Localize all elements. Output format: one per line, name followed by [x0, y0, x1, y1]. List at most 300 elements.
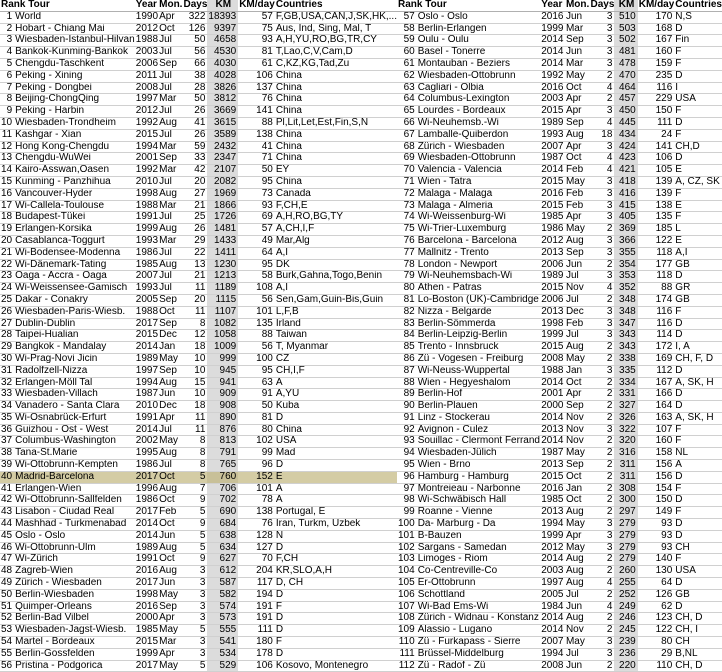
tour-cell[interactable]: Wi-Ottobrunn-Kempten: [15, 459, 118, 471]
days-cell[interactable]: 3: [606, 46, 613, 58]
year-cell[interactable]: 2015: [135, 129, 159, 140]
km-cell[interactable]: 1082: [207, 318, 238, 330]
month-cell[interactable]: Oct: [565, 152, 582, 164]
rank-cell[interactable]: 16: [1, 188, 13, 199]
rank-cell[interactable]: 92: [403, 424, 415, 435]
tour-cell[interactable]: Zürich - Wiesbaden: [15, 577, 102, 589]
days-cell[interactable]: 10: [194, 353, 206, 364]
month-cell[interactable]: Oct: [565, 377, 582, 388]
year-cell[interactable]: 1987: [541, 447, 564, 459]
km-cell[interactable]: 421: [614, 165, 637, 177]
tour-cell[interactable]: Zü - Radof - Zü: [417, 660, 486, 671]
rank-cell[interactable]: 64: [403, 93, 415, 105]
km-per-day-cell[interactable]: 191: [256, 612, 273, 624]
km-cell[interactable]: 634: [207, 542, 238, 554]
countries-cell[interactable]: Kuba: [275, 400, 300, 412]
km-cell[interactable]: 3589: [207, 129, 238, 141]
km-per-day-cell[interactable]: 235: [655, 70, 673, 81]
km-per-day-cell[interactable]: 229: [655, 93, 673, 105]
tour-cell[interactable]: Wi-Zürich: [15, 553, 58, 565]
km-cell[interactable]: 327: [614, 401, 637, 413]
km-cell[interactable]: 510: [614, 11, 637, 23]
countries-cell[interactable]: CZ: [275, 353, 290, 364]
rank-cell[interactable]: 36: [1, 424, 13, 435]
countries-cell[interactable]: D: [675, 365, 683, 376]
month-cell[interactable]: Jun: [159, 577, 176, 589]
countries-cell[interactable]: E: [275, 471, 397, 483]
month-cell[interactable]: Aug: [159, 223, 177, 235]
year-cell[interactable]: 1999: [541, 23, 564, 34]
countries-cell[interactable]: China: [275, 152, 302, 164]
days-cell[interactable]: 3: [606, 235, 613, 246]
days-cell[interactable]: 4: [606, 282, 613, 294]
rank-cell[interactable]: 32: [1, 377, 13, 388]
km-per-day-cell[interactable]: 158: [655, 447, 673, 459]
year-cell[interactable]: 1994: [541, 648, 564, 659]
table-row[interactable]: [0, 82, 397, 94]
year-cell[interactable]: 1989: [541, 117, 564, 128]
days-cell[interactable]: 11: [195, 306, 206, 317]
km-cell[interactable]: 1481: [207, 224, 238, 236]
year-cell[interactable]: 2015: [135, 329, 159, 341]
countries-cell[interactable]: USA: [675, 93, 696, 105]
year-cell[interactable]: 2000: [541, 400, 564, 412]
countries-cell[interactable]: Aus, Ind, Sing, Mal, T: [275, 23, 372, 34]
year-cell[interactable]: 1988: [135, 200, 159, 211]
countries-cell[interactable]: China: [275, 129, 302, 140]
year-cell[interactable]: 1991: [135, 211, 159, 223]
km-per-day-cell[interactable]: 93: [661, 530, 673, 541]
year-cell[interactable]: 2015: [135, 636, 159, 648]
rank-cell[interactable]: 83: [403, 318, 415, 329]
rank-cell[interactable]: 78: [403, 259, 415, 270]
year-cell[interactable]: 1993: [135, 282, 159, 294]
month-cell[interactable]: Oct: [565, 494, 582, 506]
table-row[interactable]: [397, 412, 722, 424]
days-cell[interactable]: 26: [194, 129, 206, 140]
table-row[interactable]: [0, 436, 397, 448]
km-cell[interactable]: 876: [207, 424, 238, 436]
km-cell[interactable]: 4030: [207, 58, 238, 70]
table-row[interactable]: [0, 129, 397, 141]
year-cell[interactable]: 1995: [135, 447, 159, 459]
table-row[interactable]: [0, 460, 397, 472]
km-cell[interactable]: 220: [614, 660, 637, 672]
tour-cell[interactable]: Wiesbaden-Istanbul-Hilvan: [15, 34, 135, 46]
table-row[interactable]: [0, 200, 397, 212]
month-cell[interactable]: Jul: [159, 424, 172, 435]
year-cell[interactable]: 2014: [135, 424, 159, 435]
km-cell[interactable]: 249: [614, 601, 637, 613]
days-cell[interactable]: 3: [606, 105, 613, 117]
rank-cell[interactable]: 33: [1, 388, 13, 400]
rank-cell[interactable]: 6: [6, 70, 13, 81]
days-cell[interactable]: 20: [194, 176, 206, 187]
countries-cell[interactable]: China: [275, 82, 302, 93]
month-cell[interactable]: Feb: [565, 200, 584, 211]
km-cell[interactable]: 481: [614, 47, 637, 59]
countries-cell[interactable]: B,NL: [675, 648, 698, 659]
year-cell[interactable]: 1991: [135, 412, 159, 423]
km-per-day-cell[interactable]: 149: [655, 506, 673, 518]
table-row[interactable]: [397, 589, 722, 601]
km-per-day-cell[interactable]: 166: [655, 388, 673, 400]
km-per-day-cell[interactable]: 160: [655, 435, 673, 447]
year-cell[interactable]: 2012: [135, 23, 159, 34]
days-cell[interactable]: 21: [194, 270, 206, 282]
days-cell[interactable]: 2: [606, 70, 613, 81]
rank-cell[interactable]: 44: [1, 518, 13, 530]
days-cell[interactable]: 2: [606, 353, 613, 364]
rank-cell[interactable]: 93: [403, 435, 415, 447]
km-per-day-cell[interactable]: 167: [655, 377, 673, 388]
km-cell[interactable]: 300: [614, 495, 637, 507]
countries-cell[interactable]: L: [675, 223, 681, 235]
days-cell[interactable]: 5: [182, 471, 207, 483]
rank-cell[interactable]: 105: [398, 577, 415, 589]
km-per-day-cell[interactable]: 71: [261, 152, 273, 164]
km-cell[interactable]: 1969: [207, 188, 238, 200]
rank-cell[interactable]: 104: [398, 565, 415, 577]
rank-cell[interactable]: 59: [403, 34, 415, 46]
days-cell[interactable]: 322: [188, 11, 206, 22]
tour-cell[interactable]: Columbus-Lexington: [417, 93, 510, 105]
countries-cell[interactable]: C,KZ,KG,Tad,Zu: [275, 58, 350, 69]
tour-cell[interactable]: Erlangen-Möll Tal: [15, 377, 93, 388]
countries-cell[interactable]: D: [675, 530, 683, 541]
days-cell[interactable]: 59: [194, 141, 206, 152]
countries-cell[interactable]: D: [275, 542, 284, 553]
tour-cell[interactable]: Berlin-Sömmerda: [417, 318, 496, 329]
countries-cell[interactable]: F: [675, 306, 682, 317]
km-per-day-cell[interactable]: 135: [655, 211, 673, 223]
days-cell[interactable]: 3: [606, 530, 613, 541]
tour-cell[interactable]: Schottland: [417, 589, 465, 600]
km-cell[interactable]: 582: [207, 589, 238, 601]
km-cell[interactable]: 1009: [207, 342, 238, 354]
days-cell[interactable]: 2: [606, 259, 613, 270]
rank-cell[interactable]: 47: [1, 553, 13, 565]
rank-cell[interactable]: 19: [1, 223, 13, 235]
km-per-day-cell[interactable]: 141: [256, 105, 273, 117]
days-cell[interactable]: 2: [606, 400, 613, 412]
year-cell[interactable]: 2014: [135, 530, 159, 541]
year-cell[interactable]: 1999: [541, 329, 564, 341]
countries-cell[interactable]: A,I: [275, 247, 289, 258]
month-cell[interactable]: Jun: [565, 46, 583, 58]
days-cell[interactable]: 2: [606, 93, 613, 105]
year-cell[interactable]: 2014: [541, 435, 564, 447]
countries-cell[interactable]: D: [675, 270, 683, 282]
table-row[interactable]: [397, 554, 722, 566]
month-cell[interactable]: Mar: [159, 200, 177, 211]
km-per-day-cell[interactable]: 169: [655, 353, 673, 364]
km-per-day-cell[interactable]: 150: [655, 494, 673, 506]
days-cell[interactable]: 2: [606, 447, 613, 459]
month-cell[interactable]: Apr: [565, 105, 582, 117]
km-cell[interactable]: 239: [614, 637, 637, 649]
km-per-day-cell[interactable]: 170: [655, 11, 673, 22]
rank-cell[interactable]: 23: [1, 270, 13, 282]
km-cell[interactable]: 434: [614, 129, 637, 141]
rank-cell[interactable]: 42: [1, 494, 13, 506]
km-per-day-cell[interactable]: 191: [256, 601, 273, 612]
rank-cell[interactable]: 43: [1, 506, 13, 518]
countries-cell[interactable]: D: [675, 23, 683, 34]
year-cell[interactable]: 2017: [135, 506, 159, 518]
km-per-day-cell[interactable]: 29: [661, 648, 673, 659]
tour-cell[interactable]: Wien - Brno: [417, 459, 471, 471]
year-cell[interactable]: 2016: [541, 483, 564, 494]
rank-cell[interactable]: 90: [403, 400, 415, 412]
km-cell[interactable]: 252: [614, 589, 637, 601]
km-cell[interactable]: 355: [614, 247, 637, 259]
days-cell[interactable]: 3: [606, 306, 613, 317]
days-cell[interactable]: 3: [606, 23, 613, 34]
km-cell[interactable]: 405: [614, 212, 637, 224]
year-cell[interactable]: 1989: [135, 353, 159, 364]
tour-cell[interactable]: Montauban - Beziers: [417, 58, 510, 69]
header-rank-tour[interactable]: Rank Tour: [1, 0, 50, 10]
year-cell[interactable]: 2014: [541, 612, 564, 624]
tour-cell[interactable]: Co-Centreville-Co: [417, 565, 498, 577]
days-cell[interactable]: 3: [606, 176, 613, 187]
rank-cell[interactable]: 62: [403, 70, 415, 81]
days-cell[interactable]: 2: [606, 377, 613, 388]
tour-cell[interactable]: Dublin-Dublin: [15, 318, 76, 329]
countries-cell[interactable]: D: [275, 459, 284, 471]
year-cell[interactable]: 2013: [541, 247, 564, 258]
rank-cell[interactable]: 45: [1, 530, 13, 541]
days-cell[interactable]: 3: [606, 424, 613, 435]
km-cell[interactable]: 423: [614, 153, 637, 165]
days-cell[interactable]: 3: [199, 601, 206, 612]
table-row[interactable]: [397, 283, 722, 295]
countries-cell[interactable]: F: [275, 636, 282, 648]
tour-cell[interactable]: Guizhou - Ost - West: [15, 424, 109, 435]
rank-cell[interactable]: 55: [1, 648, 13, 659]
days-cell[interactable]: 3: [606, 200, 613, 211]
year-cell[interactable]: 1987: [135, 388, 159, 400]
km-per-day-cell[interactable]: 185: [655, 223, 673, 235]
km-per-day-cell[interactable]: 56: [261, 341, 273, 353]
table-row[interactable]: [0, 648, 397, 660]
tour-cell[interactable]: Hamburg - Hamburg: [417, 471, 509, 482]
year-cell[interactable]: 1996: [135, 483, 159, 494]
km-cell[interactable]: 457: [614, 94, 637, 106]
days-cell[interactable]: 8: [199, 459, 206, 471]
table-row[interactable]: [0, 94, 397, 106]
km-cell[interactable]: 638: [207, 530, 238, 542]
km-per-day-cell[interactable]: 41: [261, 141, 273, 152]
month-cell[interactable]: Sep: [159, 601, 177, 612]
km-per-day-cell[interactable]: 101: [256, 483, 273, 494]
tour-cell[interactable]: Trento - Innsbruck: [417, 341, 499, 353]
table-row[interactable]: [0, 412, 397, 424]
countries-cell[interactable]: D: [675, 518, 683, 530]
year-cell[interactable]: 2013: [541, 306, 564, 317]
month-cell[interactable]: Sep: [159, 318, 177, 329]
rank-cell[interactable]: 112: [398, 660, 415, 671]
month-cell[interactable]: Oct: [159, 23, 175, 34]
countries-cell[interactable]: D: [675, 471, 683, 482]
month-cell[interactable]: Jun: [565, 660, 583, 671]
km-per-day-cell[interactable]: 118: [656, 270, 673, 282]
month-cell[interactable]: Oct: [159, 553, 175, 565]
table-row[interactable]: [397, 460, 722, 472]
year-cell[interactable]: 2003: [541, 93, 564, 105]
year-cell[interactable]: 2014: [135, 518, 159, 530]
table-row[interactable]: [0, 353, 397, 365]
days-cell[interactable]: 3: [606, 518, 613, 530]
rank-cell[interactable]: 17: [1, 200, 13, 211]
km-cell[interactable]: 416: [614, 188, 637, 200]
days-cell[interactable]: 3: [199, 636, 206, 648]
km-per-day-cell[interactable]: 57: [261, 223, 273, 235]
year-cell[interactable]: 2010: [135, 400, 159, 412]
km-cell[interactable]: 255: [614, 578, 637, 590]
km-per-day-cell[interactable]: 138: [655, 200, 673, 211]
tour-cell[interactable]: Radolfzell-Nizza: [15, 365, 88, 376]
days-cell[interactable]: 2: [606, 494, 613, 506]
days-cell[interactable]: 3: [199, 612, 206, 624]
year-cell[interactable]: 1986: [135, 247, 159, 258]
month-cell[interactable]: Apr: [159, 412, 175, 423]
table-row[interactable]: [397, 353, 722, 365]
countries-cell[interactable]: I: [675, 82, 679, 93]
km-per-day-cell[interactable]: 128: [256, 530, 273, 541]
km-cell[interactable]: 574: [207, 601, 238, 613]
km-cell[interactable]: 4530: [207, 47, 238, 59]
year-cell[interactable]: 2000: [135, 612, 159, 624]
table-row[interactable]: [397, 365, 722, 377]
km-per-day-cell[interactable]: 62: [661, 601, 673, 612]
days-cell[interactable]: 3: [606, 648, 613, 659]
km-cell[interactable]: 320: [614, 436, 637, 448]
km-cell[interactable]: 366: [614, 235, 637, 247]
days-cell[interactable]: 12: [194, 329, 206, 341]
month-cell[interactable]: Sep: [565, 34, 584, 46]
tour-cell[interactable]: Chengdu-WuWei: [15, 152, 91, 164]
rank-cell[interactable]: 87: [403, 365, 415, 376]
year-cell[interactable]: 1991: [135, 553, 159, 565]
year-cell[interactable]: 1997: [541, 577, 564, 589]
km-cell[interactable]: 503: [614, 23, 637, 35]
year-cell[interactable]: 1999: [135, 648, 159, 659]
tour-cell[interactable]: Bangkok - Mandalay: [15, 341, 107, 353]
month-cell[interactable]: Jun: [565, 259, 583, 270]
countries-cell[interactable]: D: [675, 494, 683, 506]
table-row[interactable]: [397, 424, 722, 436]
km-per-day-cell[interactable]: 106: [256, 70, 273, 81]
year-cell[interactable]: 1986: [135, 494, 159, 506]
km-per-day-cell[interactable]: 69: [261, 211, 273, 223]
km-cell[interactable]: 316: [614, 448, 637, 460]
table-row[interactable]: [397, 165, 722, 177]
countries-cell[interactable]: USA: [675, 565, 696, 577]
tour-cell[interactable]: Erlangen-Korsika: [15, 223, 92, 235]
rank-cell[interactable]: 60: [403, 46, 415, 58]
rank-cell[interactable]: 65: [403, 105, 415, 117]
km-per-day-cell[interactable]: 177: [655, 259, 673, 270]
rank-cell[interactable]: 96: [403, 471, 415, 482]
year-cell[interactable]: 2006: [541, 259, 564, 270]
table-row[interactable]: [397, 318, 722, 330]
table-row[interactable]: [0, 554, 397, 566]
km-cell[interactable]: 1726: [207, 212, 238, 224]
tour-cell[interactable]: Hong Kong-Chengdu: [15, 141, 110, 152]
month-cell[interactable]: Apr: [159, 11, 175, 22]
rank-cell[interactable]: 67: [403, 129, 415, 140]
countries-cell[interactable]: D: [675, 117, 683, 128]
countries-cell[interactable]: D: [275, 648, 284, 659]
tour-cell[interactable]: Athen - Patras: [417, 282, 482, 294]
rank-cell[interactable]: 49: [1, 577, 13, 589]
km-cell[interactable]: 308: [614, 483, 637, 495]
days-cell[interactable]: 11: [195, 424, 206, 435]
km-per-day-cell[interactable]: 64: [261, 247, 273, 258]
table-row[interactable]: [397, 436, 722, 448]
table-row[interactable]: [0, 117, 397, 129]
countries-cell[interactable]: Taiwan: [275, 329, 307, 341]
rank-cell[interactable]: 66: [403, 117, 415, 128]
rank-cell[interactable]: 103: [398, 553, 415, 565]
countries-cell[interactable]: A,H,YU,RO,BG,TR,CY: [275, 34, 377, 46]
days-cell[interactable]: 2: [606, 412, 613, 423]
year-cell[interactable]: 2015: [541, 176, 564, 187]
month-cell[interactable]: Sep: [565, 117, 584, 128]
rank-cell[interactable]: 84: [403, 329, 415, 341]
days-cell[interactable]: 11: [195, 282, 206, 294]
days-cell[interactable]: 3: [606, 270, 613, 282]
year-cell[interactable]: 1999: [135, 223, 159, 235]
rank-cell[interactable]: 21: [1, 247, 13, 258]
km-per-day-cell[interactable]: 110: [656, 660, 673, 671]
rank-cell[interactable]: 73: [403, 200, 415, 211]
table-row[interactable]: [0, 601, 397, 613]
km-cell[interactable]: 445: [614, 117, 637, 129]
rank-cell[interactable]: 106: [398, 589, 415, 600]
year-cell[interactable]: 2012: [541, 235, 564, 246]
month-cell[interactable]: Dec: [159, 400, 177, 412]
days-cell[interactable]: 4: [606, 577, 613, 589]
km-cell[interactable]: 1058: [207, 330, 238, 342]
km-per-day-cell[interactable]: 101: [256, 306, 273, 317]
km-cell[interactable]: 999: [207, 353, 238, 365]
km-per-day-cell[interactable]: 127: [256, 542, 273, 553]
days-cell[interactable]: 42: [194, 164, 206, 176]
km-per-day-cell[interactable]: 80: [261, 424, 273, 435]
days-cell[interactable]: 4: [606, 152, 613, 164]
table-row[interactable]: [397, 625, 722, 637]
countries-cell[interactable]: D, CH: [275, 577, 304, 589]
year-cell[interactable]: 2005: [135, 294, 159, 305]
days-cell[interactable]: 18: [194, 400, 206, 412]
km-cell[interactable]: 279: [614, 554, 637, 566]
rank-cell[interactable]: 37: [1, 435, 13, 447]
km-per-day-cell[interactable]: 93: [261, 200, 273, 211]
table-row[interactable]: [397, 176, 722, 188]
table-row[interactable]: [397, 23, 722, 35]
year-cell[interactable]: 1997: [135, 365, 159, 376]
countries-cell[interactable]: GB: [675, 589, 690, 600]
km-per-day-cell[interactable]: 123: [655, 612, 673, 624]
year-cell[interactable]: 2016: [541, 11, 564, 22]
countries-cell[interactable]: N: [275, 530, 284, 541]
month-cell[interactable]: May: [565, 542, 585, 553]
month-cell[interactable]: Sep: [565, 400, 584, 412]
km-per-day-cell[interactable]: 95: [261, 176, 273, 187]
